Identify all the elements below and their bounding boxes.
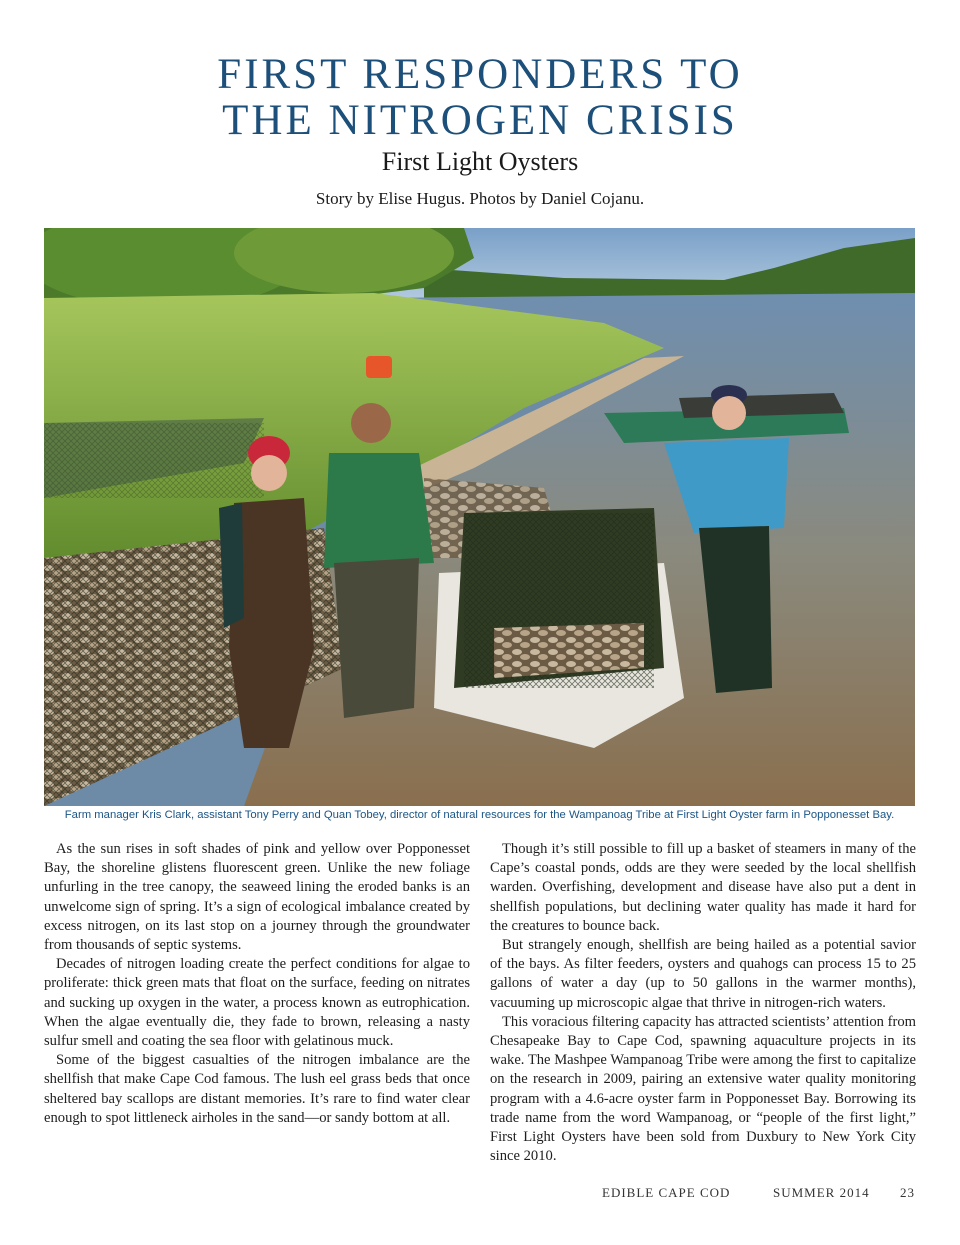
- article-paragraph: Some of the biggest casualties of the nitrogen imbalance are the shellfish that make Cape Cod famous. The lush eel grass beds that once sheltered bay scallops are distant memories. It’s rare to find water clear enough to spot littleneck airholes in the sand—or sandy bottom at all.: [44, 1052, 470, 1126]
- article-paragraph: This voracious filtering capacity has attracted scientists’ attention from Chesapeake Bay to Cape Cod, spawning aquaculture projects in its wake. The Mashpee Wampanoag Tribe were among the first to capitalize on the research in 2009, pairing an extensive water quality monitoring program with a 4.6-acre oyster farm in Popponesset Bay. Borrowing its trade name from the word Wampanoag, or “people of the first light,” First Light Oysters have been sold from Duxbury to New York City since 2010.: [490, 1013, 916, 1165]
- article-subtitle: First Light Oysters: [381, 147, 579, 176]
- oyster-farm-photo: [44, 228, 915, 806]
- article-column-left: [44, 840, 470, 1128]
- article-title-line-2: THE NITROGEN CRISIS: [222, 97, 738, 144]
- photo-caption: Farm manager Kris Clark, assistant Tony Perry and Quan Tobey, director of natural resources for the Wampanoag Tribe at First Light Oyster farm in Popponesset Bay.: [64, 809, 895, 821]
- article-paragraph: As the sun rises in soft shades of pink and yellow over Popponesset Bay, the shoreline glistens fluorescent green. Unlike the new foliage unfurling in the tree canopy, the seaweed lining the eroded banks is an unwelcome sign of spring. It’s a sign of ecological imbalance created by excess nitrogen, on its last stop on a journey through the groundwater from thousands of septic systems.: [44, 841, 470, 954]
- article-title-line-1: FIRST RESPONDERS TO: [217, 51, 743, 98]
- article-paragraph: Decades of nitrogen loading create the perfect conditions for algae to proliferate: thick green mats that float on the surface, feeding on nitrates and sucking up oxygen in the water, a process known as eutrophication. When the algae eventually die, they fade to brown, releasing a nasty sulfur smell and coating the sea floor with gelatinous muck.: [44, 956, 470, 1050]
- footer-magazine-name: EDIBLE CAPE COD: [602, 1185, 731, 1200]
- article-column-right: [490, 840, 916, 1166]
- article-byline: Story by Elise Hugus. Photos by Daniel Cojanu.: [315, 189, 645, 208]
- article-paragraph: Though it’s still possible to fill up a basket of steamers in many of the Cape’s coastal ponds, odds are they were seeded by the local shellfish warden. Overfishing, development and disease have also put a dent in shellfish populations, but declining water quality has made it hard for the creatures to bounce back.: [490, 841, 916, 934]
- footer-page-number: 23: [900, 1185, 915, 1200]
- footer-issue: SUMMER 2014: [773, 1185, 870, 1200]
- article-paragraph: But strangely enough, shellfish are being hailed as a potential savior of the bays. As filter feeders, oysters and quahogs can process 15 to 25 gallons of water a day (up to 50 gallons in the warmer months), vacuuming up microscopic algae that thrive in nitrogen-rich waters.: [490, 937, 916, 1011]
